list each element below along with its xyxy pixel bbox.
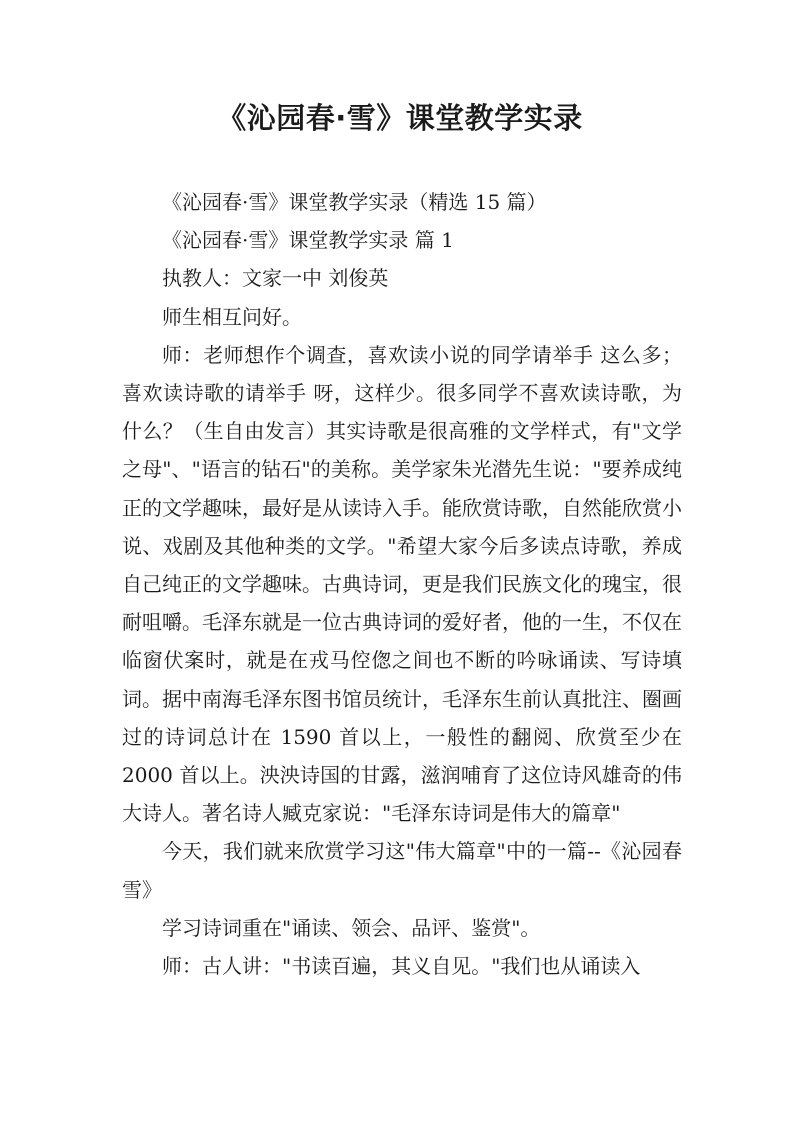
paragraph-chapter-heading: 《沁园春·雪》课堂教学实录 篇 1 xyxy=(162,228,454,253)
paragraph-greeting: 师生相互问好。 xyxy=(162,304,302,329)
paragraph-today: 今天，我们就来欣赏学习这"伟大篇章"中的一篇--《沁园春 雪》 xyxy=(122,839,682,902)
paragraph-reading: 师：古人讲："书读百遍，其义自见。"我们也从诵读入 xyxy=(162,954,641,979)
paragraph-teacher: 执教人：文家一中 刘俊英 xyxy=(162,266,389,291)
paragraph-teacher-intro: 师：老师想作个调查，喜欢读小说的同学请举手 这么多；喜欢读诗歌的请举手 呀，这样少。很多同学不喜欢读诗歌，为什么？（生自由发言）其实诗歌是很高雅的文学样式，有"文学之母"、"语言的钻石"的美称。美学家朱光潜先生说："要养成纯正的文学趣味，最好是从读诗入手。能欣赏诗歌，自然能欣赏小说、戏剧及其他种类的文学。"希望大家今后多读点诗歌，养成自己纯正的文学趣味。古典诗词，更是我们民族文化的瑰宝，很耐咀嚼。毛泽东就是一位古典诗词的爱好者，他的一生，不仅在临窗伏案时，就是在戎马倥偬之间也不断的吟咏诵读、写诗填词。据中南海毛泽东图书馆员统计，毛泽东生前认真批注、圈画过的诗词总计在 1590 首以上，一般性的翻阅、欣赏至少在 2000 首以上。泱泱诗国的甘露，滋润哺育了这位诗风雄奇的伟大诗人。著名诗人臧克家说："毛泽东诗词是伟大的篇章" xyxy=(122,342,682,826)
document-body xyxy=(122,183,682,985)
paragraph-study-method: 学习诗词重在"诵读、领会、品评、鉴赏"。 xyxy=(162,915,541,940)
document-title: 《沁园春·雪》课堂教学实录 xyxy=(217,101,583,135)
paragraph-subtitle: 《沁园春·雪》课堂教学实录（精选 15 篇） xyxy=(162,190,547,214)
